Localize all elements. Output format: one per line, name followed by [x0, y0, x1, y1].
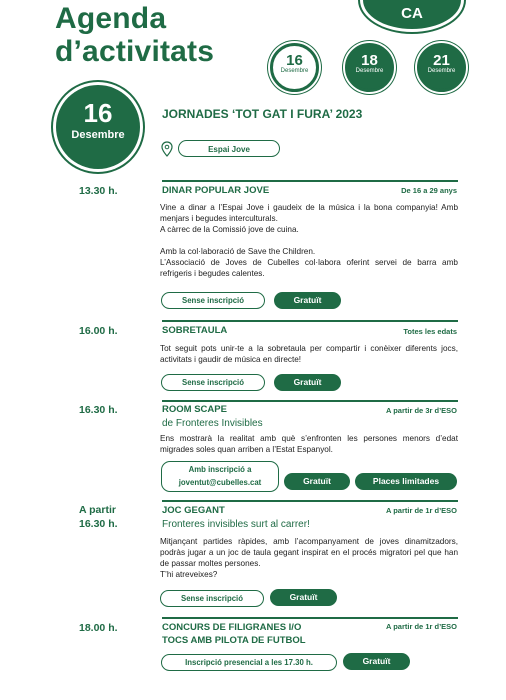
divider [162, 180, 458, 182]
divider [162, 500, 458, 502]
activity-time: 16.30 h. [79, 404, 118, 416]
location-pin-icon [161, 141, 173, 157]
activity-name: SOBRETAULA [162, 325, 228, 336]
audience-label: Totes les edats [403, 327, 457, 336]
registration-pill: Sense inscripció [160, 590, 264, 607]
activity-description: Tot seguit pots unir-te a la sobretaula per compartir i conèixer diferents jocs, activitats i gaudir de música en directe! [160, 344, 458, 364]
activity-name: CONCURS DE FILIGRANES I/O TOCS AMB PILOTA DE FUTBOL [162, 622, 306, 646]
divider [162, 320, 458, 322]
registration-pill: Amb inscripció a joventut@cubelles.cat [161, 461, 279, 492]
activity-time: 18.00 h. [79, 622, 118, 634]
price-pill: Gratuït [343, 653, 410, 670]
activity-description: Mitjançant partides ràpides, amb l’acompanyament de joves dinamitzadors, podràs jugar a un joc de taula gegant inspirat en el procés migratori pel que han de passar moltes persones. T’hi atreveixes? [160, 537, 458, 579]
price-pill: Gratuït [274, 374, 341, 391]
activity-description: Vine a dinar a l’Espai Jove i gaudeix de la música i la bona companyia! Amb menjars i begudes interculturals. A càrrec de la Comissió jove de cuina. Amb la col·laboració de Save the Children. L’Associació de Joves de Cubelles col·labora oferint servei de barra amb refrigeris i begudes calentes. [160, 203, 458, 278]
divider [162, 400, 458, 402]
audience-label: A partir de 3r d’ESO [386, 406, 457, 415]
activity-time: 13.30 h. [79, 185, 118, 197]
price-pill: Gratuït [270, 589, 337, 606]
activity-name: DINAR POPULAR JOVE [162, 185, 270, 196]
date-badge-18[interactable]: 18 Desembre [345, 43, 394, 92]
activity-description: Ens mostrarà la realitat amb què s’enfronten les persones menors d’edat migrades soles quan arriben a l’Estat Espanyol. [160, 434, 458, 454]
registration-pill: Sense inscripció [161, 292, 265, 309]
activity-name: JOC GEGANT [162, 505, 225, 516]
price-pill: Gratuït [284, 473, 350, 490]
corner-badge: CA [360, 0, 464, 32]
activity-subtitle: Fronteres invisibles surt al carrer! [162, 519, 310, 530]
date-badge-16[interactable]: 16 Desembre [270, 43, 319, 92]
event-title: JORNADES ‘TOT GAT I FURA’ 2023 [162, 107, 363, 121]
venue-pill: Espai Jove [178, 140, 280, 157]
price-pill: Gratuït [274, 292, 341, 309]
activity-name: ROOM SCAPE [162, 404, 227, 415]
activity-subtitle: de Fronteres Invisibles [162, 418, 263, 429]
audience-label: A partir de 1r d’ESO [386, 622, 457, 631]
divider [162, 617, 458, 619]
audience-label: A partir de 1r d’ESO [386, 506, 457, 515]
places-pill: Places limitades [355, 473, 457, 490]
activity-time: 16.00 h. [79, 325, 118, 337]
activity-time: A partir 16.30 h. [79, 504, 118, 530]
page-title: Agenda d’activitats [55, 2, 215, 68]
date-badge-21[interactable]: 21 Desembre [417, 43, 466, 92]
main-date-badge: 16 Desembre [56, 85, 140, 169]
registration-pill: Sense inscripció [161, 374, 265, 391]
registration-pill: Inscripció presencial a les 17.30 h. [161, 654, 337, 671]
audience-label: De 16 a 29 anys [401, 186, 457, 195]
